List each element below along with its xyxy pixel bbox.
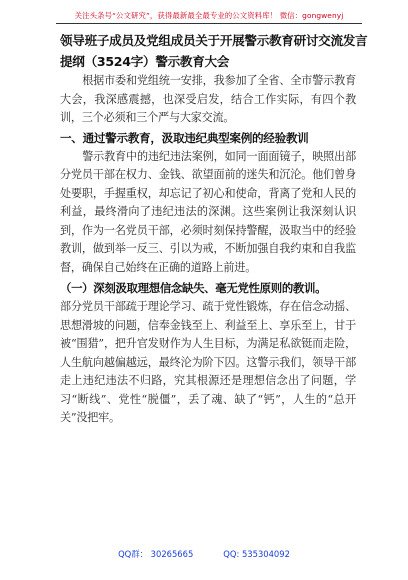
header-divider: [56, 23, 362, 24]
document-body: [60, 30, 368, 428]
footer-qq-group: QQ群： 30265665: [118, 549, 194, 559]
header-banner: 关注头条号“公文研究”，获得最新最全最专业的公文资料库！ 微信：gongwenyj: [74, 11, 344, 20]
footer-qq-number: QQ: 535304092: [223, 549, 290, 559]
document-title: [60, 30, 368, 72]
subsection-heading-1: （一）深刻汲取理想信念缺失、毫无党性原则的教训。: [60, 281, 327, 295]
title-line-1: 领导班子成员及党组成员关于开展警示教育研讨交流发言: [60, 33, 368, 48]
title-line-2: 提纲（3524字）警示教育大会: [60, 54, 230, 69]
section-heading-1: 一、通过警示教育，汲取违纪典型案例的经验教训: [60, 130, 309, 145]
footer-contact: [0, 548, 408, 560]
subsection-1-paragraph: 部分党员干部疏于理论学习、疏于党性锻炼，存在信念动摇、思想滑坡的问题，信奉金钱至上、利益至上、享乐至上，甘于被“围猎”，把升官发财作为人生目标，为满足私欲铤而走险，人生航向越偏越远，最终沦为阶下囚。这警示我们，领导干部走上违纪违法不归路，究其根源还是理想信念出了问题，学习“断线”、党性“脱僵”，丢了魂、缺了“钙”，人生的“总开关”没把牢。: [60, 300, 356, 424]
intro-paragraph: 根据市委和党组统一安排，我参加了全省、全市警示教育大会，我深感震撼，也深受启发，结合工作实际，有四个教训，三个必须和三个严与大家交流。: [60, 74, 356, 124]
section-1-paragraph: 警示教育中的违纪违法案例，如同一面面镜子，映照出部分党员干部在权力、金钱、欲望面前的迷失和沉沦。他们曾身处要职，手握重权，却忘记了初心和使命，背离了党和人民的利益，最终滑向了违纪违法的深渊。这些案例让我深刻认识到，作为一名党员干部，必须时刻保持警醒，汲取当中的经验教训，做到举一反三、引以为戒，不断加强自我约束和自我监督，确保自己始终在正确的道路上前进。: [60, 149, 356, 274]
